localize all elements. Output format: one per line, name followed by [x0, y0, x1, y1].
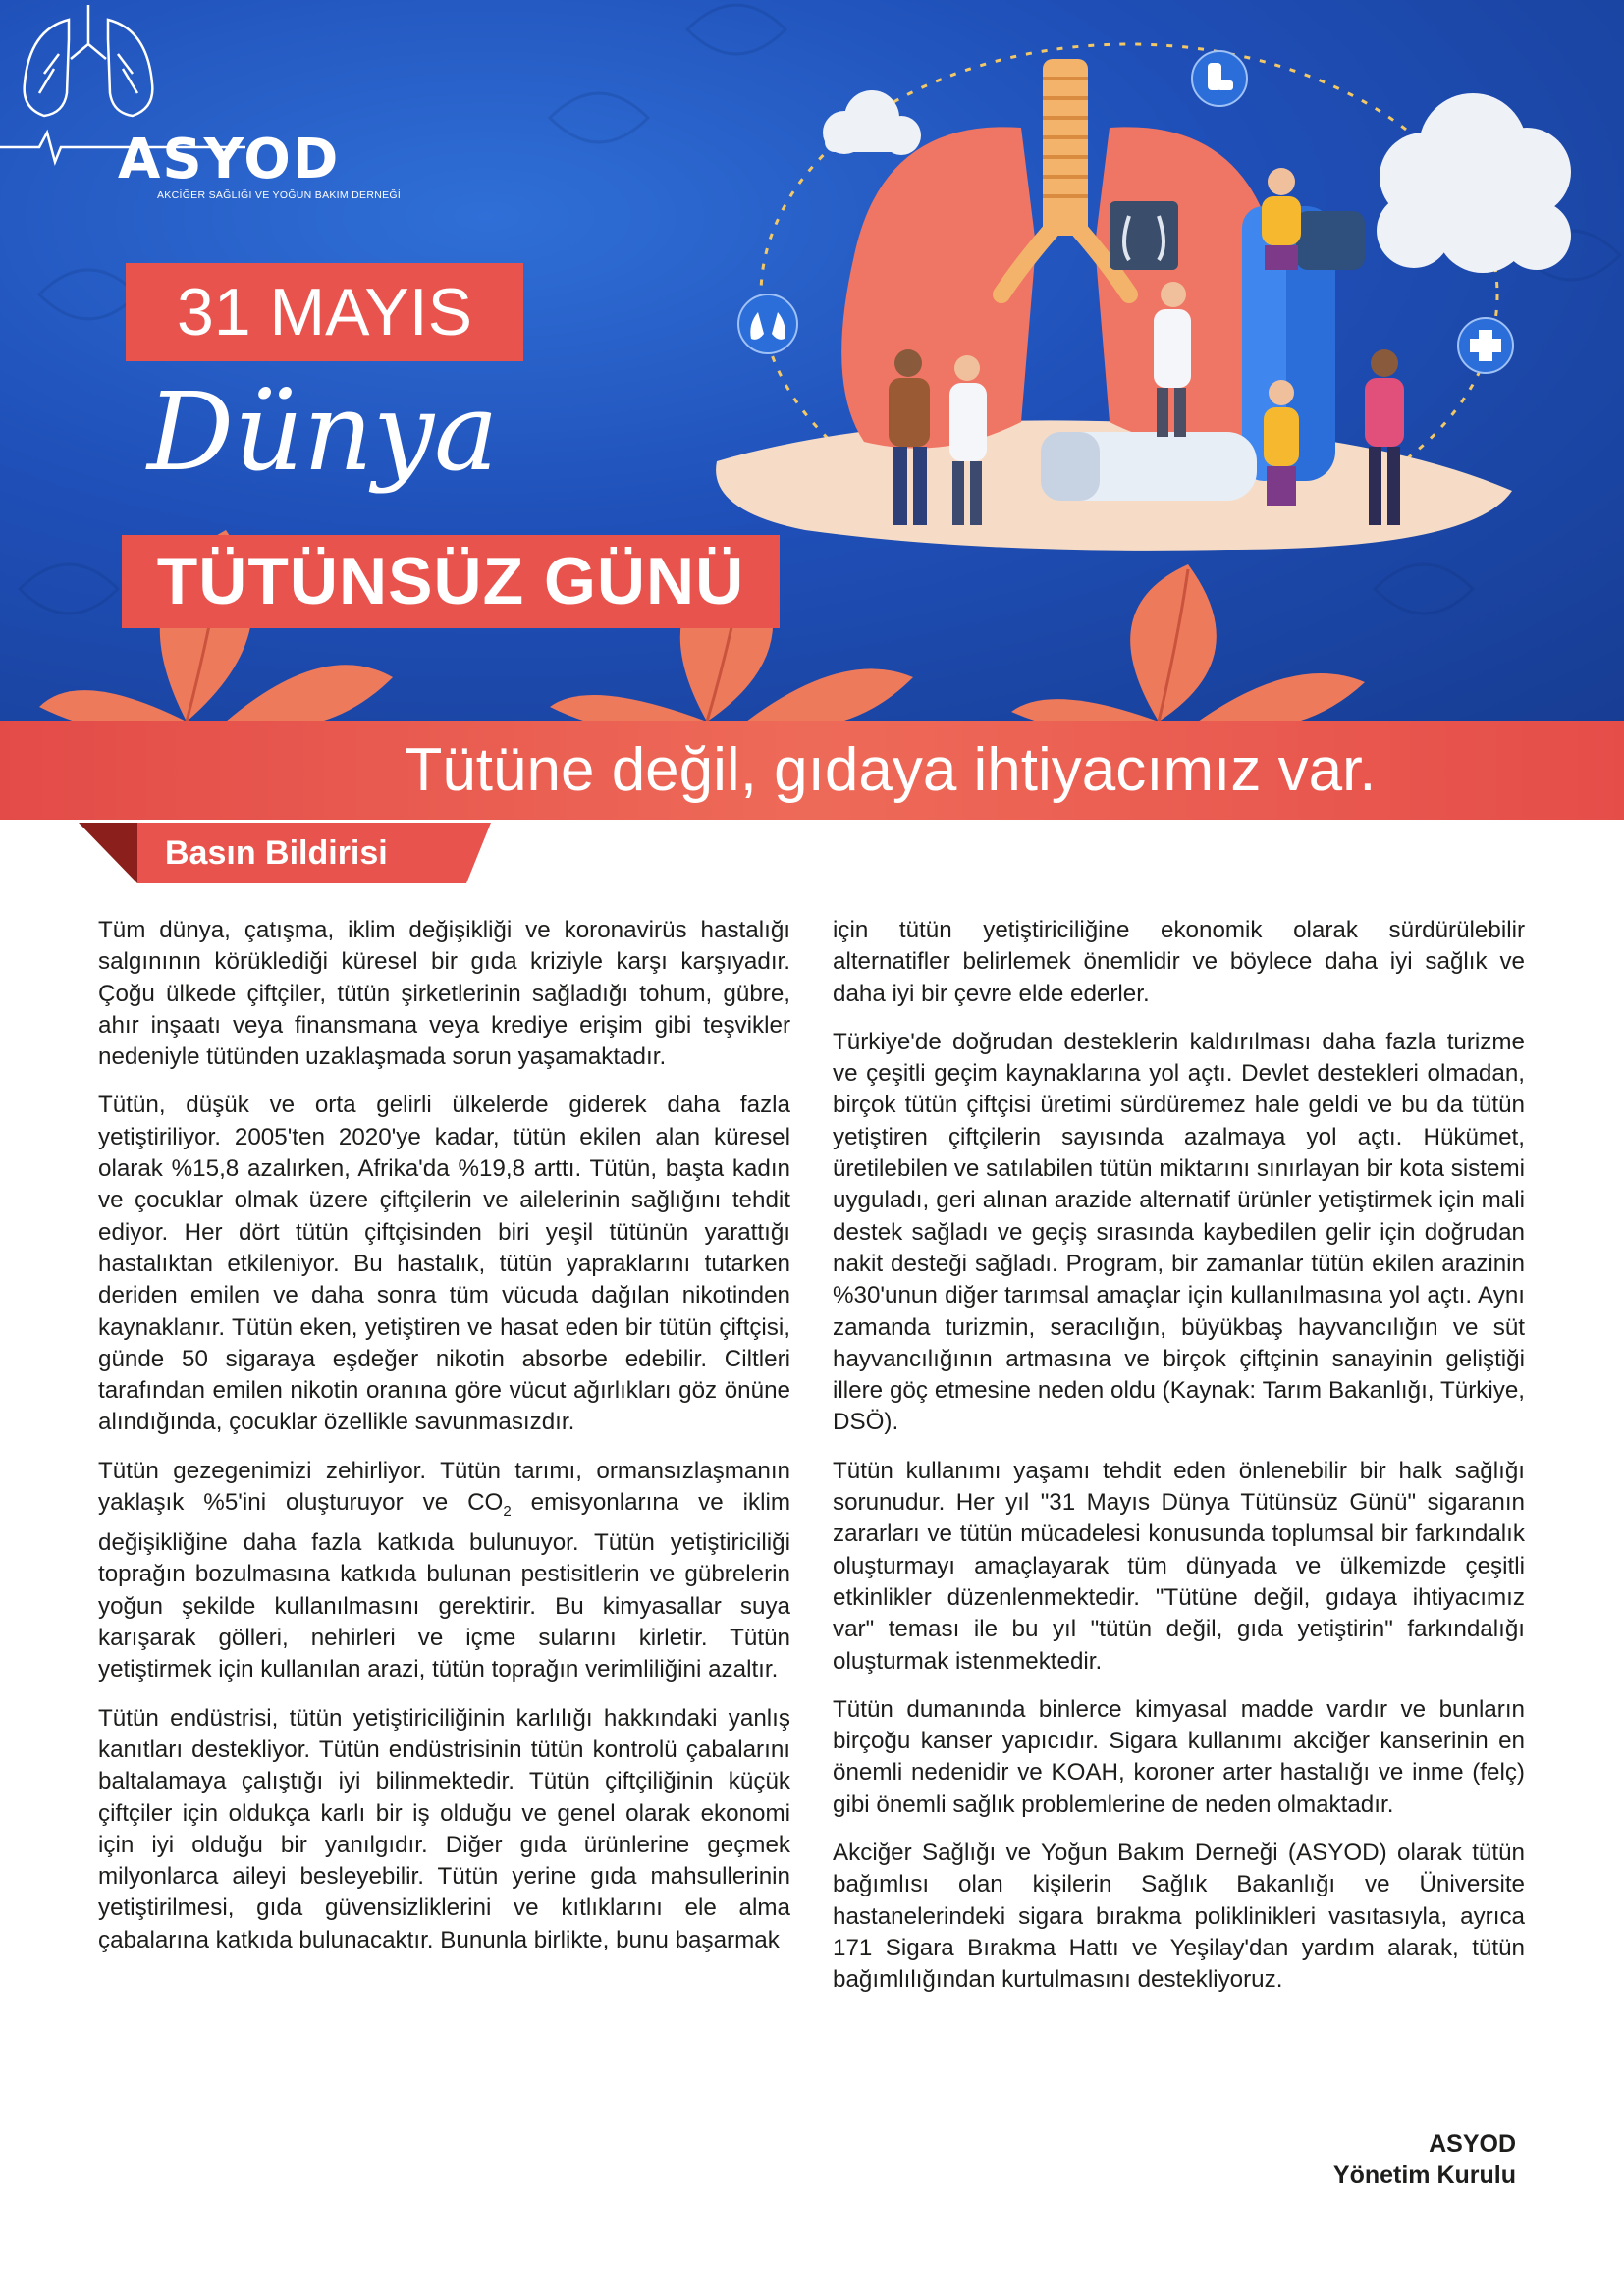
event-title: TÜTÜNSÜZ GÜNÜ — [122, 535, 780, 628]
paragraph: Akciğer Sağlığı ve Yoğun Bakım Derneği (ASYOD) olarak tütün bağımlısı olan kişilerin Sağlık Bakanlığı ve Üniversite hastanelerindeki sigara bırakma poliklinikleri vasıtasıyla, ayrıca 171 Sigara Bırakma Hattı ve Yeşilay'dan yardım alarak, tütün bağımlılığından kurtulmasını destekliyoruz. — [833, 1840, 1525, 1994]
right-column — [833, 915, 1525, 2013]
paragraph: için tütün yetiştiriciliğine ekonomik olarak sürdürülebilir alternatifler belirlemek önemlidir ve böylece daha iyi sağlık ve daha iyi bir çevre elde ederler. — [833, 917, 1525, 1007]
paragraph: Tütün kullanımı yaşamı tehdit eden önlenebilir bir halk sağlığı sorunudur. Her yıl "31 Mayıs Dünya Tütünsüz Günü" sigaranın zararları ve tütün mücadelesi konusunda toplumsal bir farkındalık oluşturmayı amaçlayarak tüm dünyada ve ülkemizde çeşitli etkinlikler düzenlenmektedir. "Tütüne değil, gıdaya ihtiyacımız var" teması ile bu yıl "tütün değil, gıda yetiştirin" farkındalığı oluşturmak istenmektedir. — [833, 1457, 1525, 1675]
hero-banner — [0, 0, 1624, 721]
slogan-text: Tütüne değil, gıdaya ihtiyacımız var. — [405, 736, 1377, 804]
paragraph: Türkiye'de doğrudan desteklerin kaldırılması daha fazla turizme ve çeşitli geçim kaynaklarına yol açtı. Devlet destekleri olmadan, birçok tütün çiftçisi üretimi sürdüremez hale geldi ve bu da tütün yetiştiren çiftçilerin sayısında azalmaya yol açtı. Hükümet, üretilebilen ve satılabilen tütün miktarını sınırlayan bir kota sistemi uyguladı, geri alınan arazide alternatif ürünler yetiştirmek için mali destek sağladı ve geçiş sırasında kaybedilen gelir için doğrudan nakit desteği sağladı. Program, bir zamanlar tütün ekilen arazinin %30'unun diğer tarımsal amaçlar için kullanılmasına yol açtı. Aynı zamanda turizmin, seracılığın, büyükbaş hayvancılığın ve süt hayvancılığının artmasına ve birçok çiftçinin sanayinin geliştiği illere göç etmesine neden oldu (Kaynak: Tarım Bakanlığı, Türkiye, DSÖ). — [833, 1028, 1525, 1436]
signature-org: ASYOD — [1429, 2130, 1516, 2158]
signature — [1333, 2128, 1516, 2191]
paragraph: Tütün dumanında binlerce kimyasal madde vardır ve bunların birçoğu kanser yapıcıdır. Sigara kullanımı akciğer kanserinin en önemli nedenidir ve KOAH, koroner arter hastalığı ve inme (felç) gibi önemli sağlık problemlerine de neden olmaktadır. — [833, 1695, 1525, 1818]
date-label: 31 MAYIS — [126, 263, 523, 361]
logo-name: ASYOD — [118, 128, 341, 191]
paragraph: Tütün endüstrisi, tütün yetiştiriciliğinin karlılığı hakkındaki yanlış kanıtları destekliyor. Tütün endüstrisinin tütün kontrolü çabalarını baltalamaya çalıştığı iyi bilinmektedir. Tütün çiftçiliğinin küçük çiftçiler için oldukça karlı bir iş olduğu ve genel olarak ekonomi için iyi olduğu bir yanılgıdır. Diğer gıda ürünlerine geçmek milyonlarca aileyi besleyebilir. Tütün yerine gıda mahsullerinin yetiştirilmesi, gıda güvensizliklerini ve kıtlıklarını ele alma çabalarına katkıda bulunacaktır. Bununla birlikte, bunu başarmak — [98, 1704, 790, 1953]
paragraph — [98, 1456, 790, 1686]
signature-board: Yönetim Kurulu — [1332, 2162, 1516, 2189]
section-label: Basın Bildirisi — [165, 834, 388, 872]
paragraph-part: Tütün gezegenimizi zehirliyor. Tütün tarımı, ormansızlaşmanın yaklaşık %5'ini oluşturuyor ve CO — [98, 1457, 790, 1517]
paragraph: Tüm dünya, çatışma, iklim değişikliği ve koronavirüs hastalığı salgınının körüklediği küresel bir gıda kriziyle karşı karşıyadır. Çoğu ülkede çiftçiler, tütün şirketlerinin sağladığı tohum, gübre, ahır inşaatı veya finansmana veya krediye erişim gibi teşvikler nedeniyle tütünden uzaklaşmada sorun yaşamaktadır. — [98, 917, 790, 1071]
script-word: Dünya — [147, 369, 499, 495]
logo-subtitle: AKCİĞER SAĞLIĞI VE YOĞUN BAKIM DERNEĞİ — [157, 189, 402, 201]
paragraph: Tütün, düşük ve orta gelirli ülkelerde giderek daha fazla yetiştiriliyor. 2005'ten 2020'ye kadar, tütün ekilen alan küresel olarak %15,8 azalırken, Afrika'da %19,8 arttı. Tütün, başta kadın ve çocuklar olmak üzere çiftçilerin ve ailelerinin sağlığını tehdit ediyor. Her dört tütün çiftçisinden biri yeşil tütünün yarattığı hastalıktan etkileniyor. Bu hastalık, tütün yapraklarını tutarken deriden emilen ve daha sonra tüm vücuda dağılan nikotinden kaynaklanır. Tütün eken, yetiştiren ve hasat eden bir tütün çiftçisi, günde 50 sigaraya eşdeğer nikotin absorbe edebilir. Ciltleri tarafından emilen nikotin oranına göre vücut ağırlıkları göz önüne alındığında, çocuklar özellikle savunmasızdır. — [98, 1092, 790, 1436]
paragraph-part: emisyonlarına ve iklim değişikliğine daha fazla katkıda bulunuyor. Tütün yetiştiriciliği toprağın bozulmasına katkıda bulunan pestisitlerin ve gübrelerin yoğun şekilde kullanılmasını gerektirir. Bu kimyasallar suya karışarak gölleri, nehirleri ve içme sularını kirletir. Tütün yetiştirmek için kullanılan arazi, tütün toprağın verimliliğini azaltır. — [98, 1489, 791, 1683]
subscript: 2 — [503, 1502, 512, 1520]
left-column — [98, 915, 790, 1973]
